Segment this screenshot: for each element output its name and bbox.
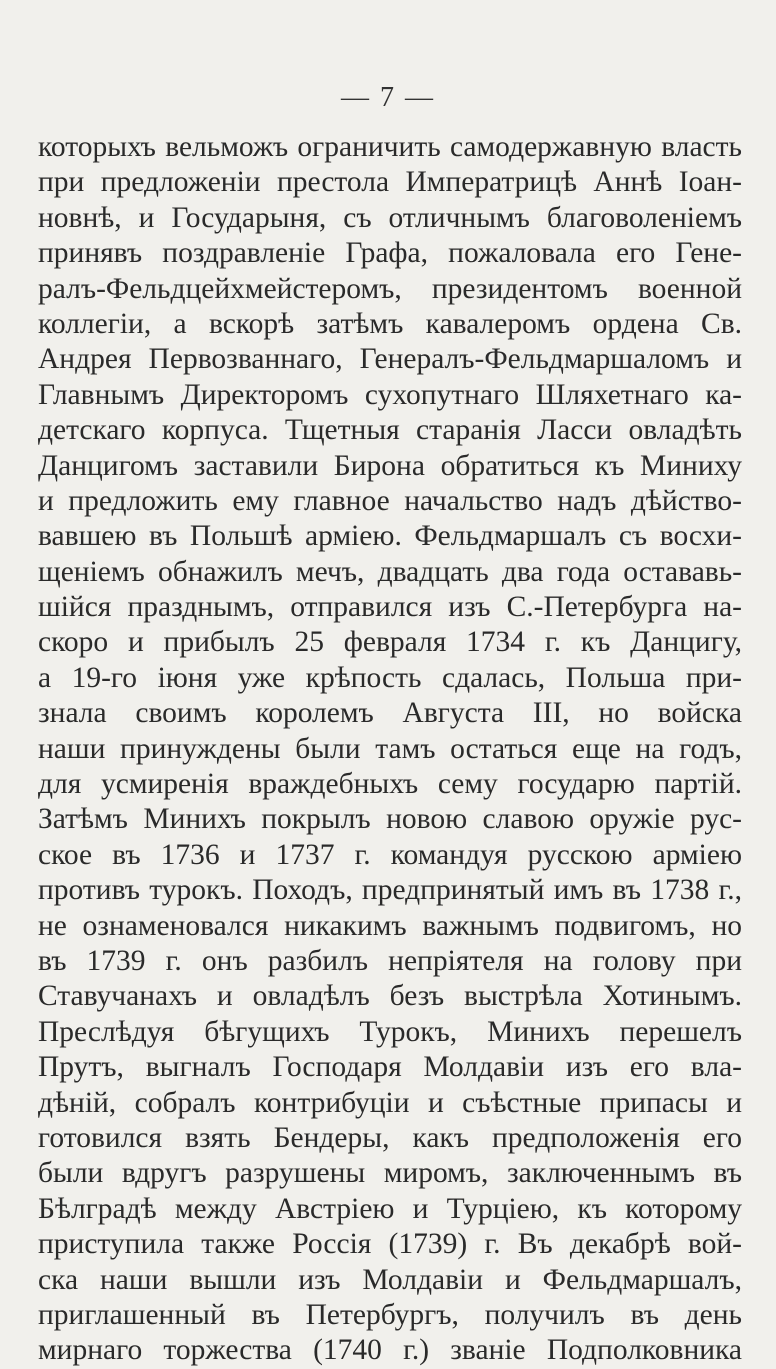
- text-line: Андрея Первозваннаго, Генералъ-Фельдмаршаломъ и: [38, 343, 742, 376]
- text-line: и предложить ему главное начальство надъ дѣйство-: [38, 484, 742, 517]
- text-line: дѣній, собралъ контрибуціи и съѣстные припасы и: [38, 1086, 742, 1119]
- text-line: противъ турокъ. Походъ, предпринятый имъ въ 1738 г.,: [38, 874, 742, 907]
- text-line: приглашенный въ Петербургъ, получилъ въ день: [38, 1298, 742, 1331]
- text-line: Бѣлградѣ между Австріею и Турціею, къ которому: [38, 1192, 742, 1225]
- text-line: готовился взять Бендеры, какъ предположенія его: [38, 1121, 742, 1154]
- text-line: скоро и прибылъ 25 февраля 1734 г. къ Данцигу,: [38, 626, 742, 659]
- page-number: — 7 —: [341, 82, 435, 113]
- text-line: новнѣ, и Государыня, съ отличнымъ благоволеніемъ: [38, 201, 742, 234]
- text-line: были вдругъ разрушены миромъ, заключеннымъ въ: [38, 1157, 742, 1190]
- text-line: при предложеніи престола Императрицѣ Аннѣ Іоан-: [38, 166, 742, 199]
- text-line: щеніемъ обнажилъ мечъ, двадцать два года остававь-: [38, 555, 742, 588]
- text-line: Преслѣдуя бѣгущихъ Турокъ, Минихъ перешелъ: [38, 1015, 742, 1048]
- text-line: для усмиренія враждебныхъ сему государю партій.: [38, 768, 742, 801]
- body-text: [38, 130, 742, 1369]
- text-line: ралъ-Фельдцейхмейстеромъ, президентомъ военной: [38, 272, 742, 305]
- text-line: принявъ поздравленіе Графа, пожаловала его Гене-: [38, 237, 742, 270]
- text-line: которыхъ вельможъ ограничить самодержавную власть: [38, 131, 742, 163]
- text-line: а 19-го іюня уже крѣпость сдалась, Польша при-: [38, 661, 742, 694]
- text-line: шійся празднымъ, отправился изъ С.-Петербурга на-: [38, 591, 742, 624]
- text-line: ска наши вышли изъ Молдавіи и Фельдмаршалъ,: [38, 1263, 742, 1296]
- text-line: Главнымъ Директоромъ сухопутнаго Шляхетнаго ка-: [38, 378, 742, 411]
- text-line: мирнаго торжества (1740 г.) званіе Подполковника: [38, 1334, 742, 1367]
- text-line: приступила также Россія (1739) г. Въ декабрѣ вой-: [38, 1228, 742, 1261]
- text-line: коллегіи, а вскорѣ затѣмъ кавалеромъ ордена Св.: [38, 307, 742, 340]
- text-line: Данцигомъ заставили Бирона обратиться къ Миниху: [38, 449, 742, 482]
- text-line: Затѣмъ Минихъ покрылъ новою славою оружіе рус-: [38, 803, 742, 836]
- text-line: Прутъ, выгналъ Господаря Молдавіи изъ его вла-: [38, 1051, 742, 1084]
- text-line: наши принуждены были тамъ остаться еще на годъ,: [38, 732, 742, 765]
- text-line: детскаго корпуса. Тщетныя старанія Ласси овладѣть: [38, 414, 742, 447]
- text-line: Ставучанахъ и овладѣлъ безъ выстрѣла Хотинымъ.: [38, 980, 742, 1013]
- text-line: ское въ 1736 и 1737 г. командуя русскою арміею: [38, 838, 742, 871]
- text-line: вавшею въ Польшѣ арміею. Фельдмаршалъ съ восхи-: [38, 520, 742, 553]
- text-line: въ 1739 г. онъ разбилъ непріятеля на голову при: [38, 944, 742, 977]
- text-line: знала своимъ королемъ Августа III, но войска: [38, 697, 742, 730]
- text-line: не ознаменовался никакимъ важнымъ подвигомъ, но: [38, 909, 742, 942]
